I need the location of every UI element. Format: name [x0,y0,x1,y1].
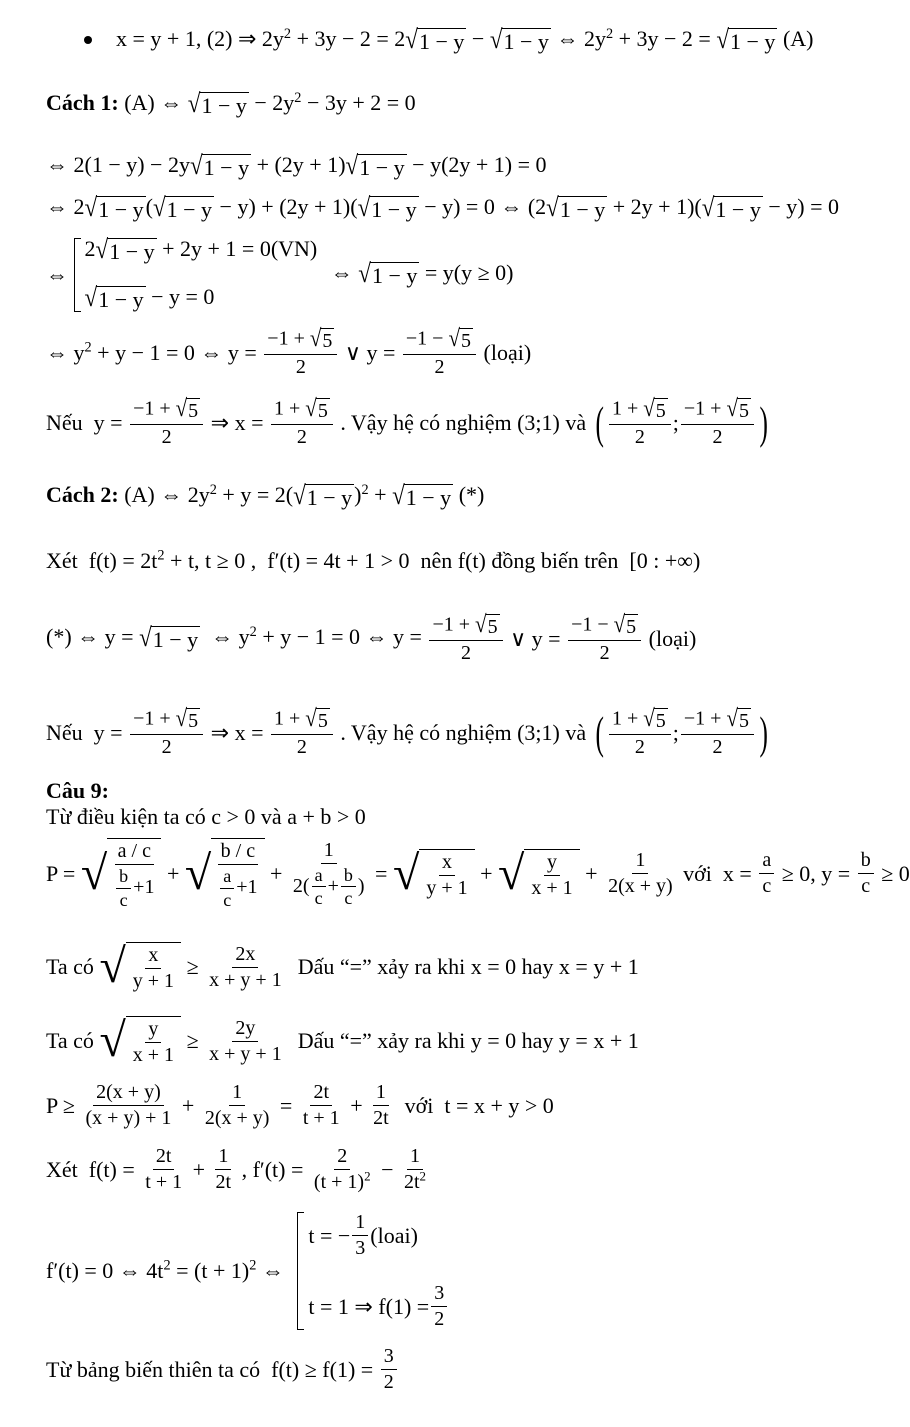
cau9-heading: Câu 9: [46,778,109,803]
cach1-heading: Cách 1: (A) ⇔ √ 1 − y − $2y^2 - 3y + 2 = 0$ [46,87,416,118]
cach2-conclusion: Nếu y = −1 + √ 5 2 ⇒ x = 1 + √ 5 2 . Vậy hệ có nghiệm (3;1) và ( 1 + √ 5 2 ; −1 + √ 5 2 ) [46,703,768,758]
xet-f-dong-bien: Xét $f(t) = 2t^2 + t$, t ≥ 0 , f′(t) = 4t + 1 > 0 nên f(t) đồng biến trên [0 : +∞) [46,547,701,573]
cach1-step1: ⇔ 2(1 − y) − 2y √ 1 − y + (2y + 1) √ 1 − y − y(2y + 1) = 0 [46,149,547,180]
P-inequality: P ≥ $\frac{2(x + y)}{(x + y) + 1}$ + $\frac{1}{2(x + y)}$ = $\frac{2t}{t + 1}$ + $\frac{1}{2t}$ với t = x + y > 0 [46,1081,554,1129]
ta-co-1: Ta có √ x y + 1 ≥ $\frac{2x}{x + y + 1}$ Dấu “=” xảy ra khi x = 0 hay x = y + 1 [46,940,639,993]
fprime-case-bracket: t = − $\frac{1}{3}$ (loai) t = 1 ⇒ f(1) = $\frac{3}{2}$ [297,1212,449,1330]
bullet-icon [84,36,92,44]
cach2-label: Cách 2: [46,482,119,508]
cach2-heading: Cách 2: (A) ⇔ $2y^2 + y = 2$( √ 1 − y )$^2$ + √ 1 − y (*) [46,479,485,510]
fprime-zero: f′(t) = 0 ⇔ $4t^2 = (t + 1)^2$ ⇔ t = − $\frac{1}{3}$ (loai) t = 1 ⇒ f(1) = $\frac{3}{2}$ [46,1212,449,1330]
cach1-cases: ⇔ 2 √ 1 − y + 2y + 1 = 0(VN) √ 1 − y − y = 0 ⇔ √ 1 − y = y(y ≥ 0) [46,233,514,312]
cach1-conclusion: Nếu y = −1 + √ 5 2 ⇒ x = 1 + √ 5 2 . Vậy hệ có nghiệm (3;1) và ( 1 + √ 5 2 ; −1 + √ 5 2 ) [46,393,768,448]
dieu-kien: Từ điều kiện ta có c > 0 và a + b > 0 [46,804,366,829]
cach1-step2: ⇔ 2 √ 1 − y ( √ 1 − y − y) + (2y + 1)( √ 1 − y − y) = 0 ⇔ (2 √ 1 − y + 2y + 1)( √ 1 − y − y) = 0 [46,191,839,222]
ta-co-2: Ta có √ y x + 1 ≥ $\frac{2y}{x + y + 1}$ Dấu “=” xảy ra khi y = 0 hay y = x + 1 [46,1014,639,1067]
cach1-step4: ⇔ $y^2 + y - 1 = 0$ ⇔ y = −1 + √ 5 2 ∨ y = −1 − √ 5 2 (loại) [46,323,532,378]
case-bracket: 2 √ 1 − y + 2y + 1 = 0(VN) √ 1 − y − y = 0 [74,238,318,312]
line-x-eq-y-plus-1: x = y + 1, (2) ⇒ $2y^2 + 3y - 2 = 2$ √ 1 − y − √ 1 − y ⇔ $2y^2 + 3y - 2$ = √ 1 − y (A) [116,23,814,54]
P-expression: P = √ a / c $\frac{b}{c}$ +1 + √ b / c $\frac{a}{c}$ +1 + 1 2( $\frac{a}{c}$ + $\frac{b}{c}$ ) = √ x y + 1 + √ y x + 1 + $\frac{1}{2(x + y)}$ với x = $\frac{a}{c}$ ≥ 0, y = $\frac{b}{c}$ ≥ 0 [46,838,910,910]
final-conclusion: Từ bảng biến thiên ta có f(t) ≥ f(1) = $\frac{3}{2}$ [46,1346,399,1393]
star-equivalence: (*) ⇔ y = √ 1 − y ⇔ $y^2 + y - 1 = 0$ ⇔ y = −1 + √ 5 2 ∨ y = −1 − √ 5 2 (loại) [46,609,697,664]
cach1-label: Cách 1: [46,90,119,116]
xet-f-derivative: Xét f(t) = $\frac{2t}{t + 1}$ + $\frac{1}{2t}$ , f′(t) = $\frac{2}{(t + 1)^2}$ − $\frac{1}{2t^2}$ [46,1145,427,1193]
